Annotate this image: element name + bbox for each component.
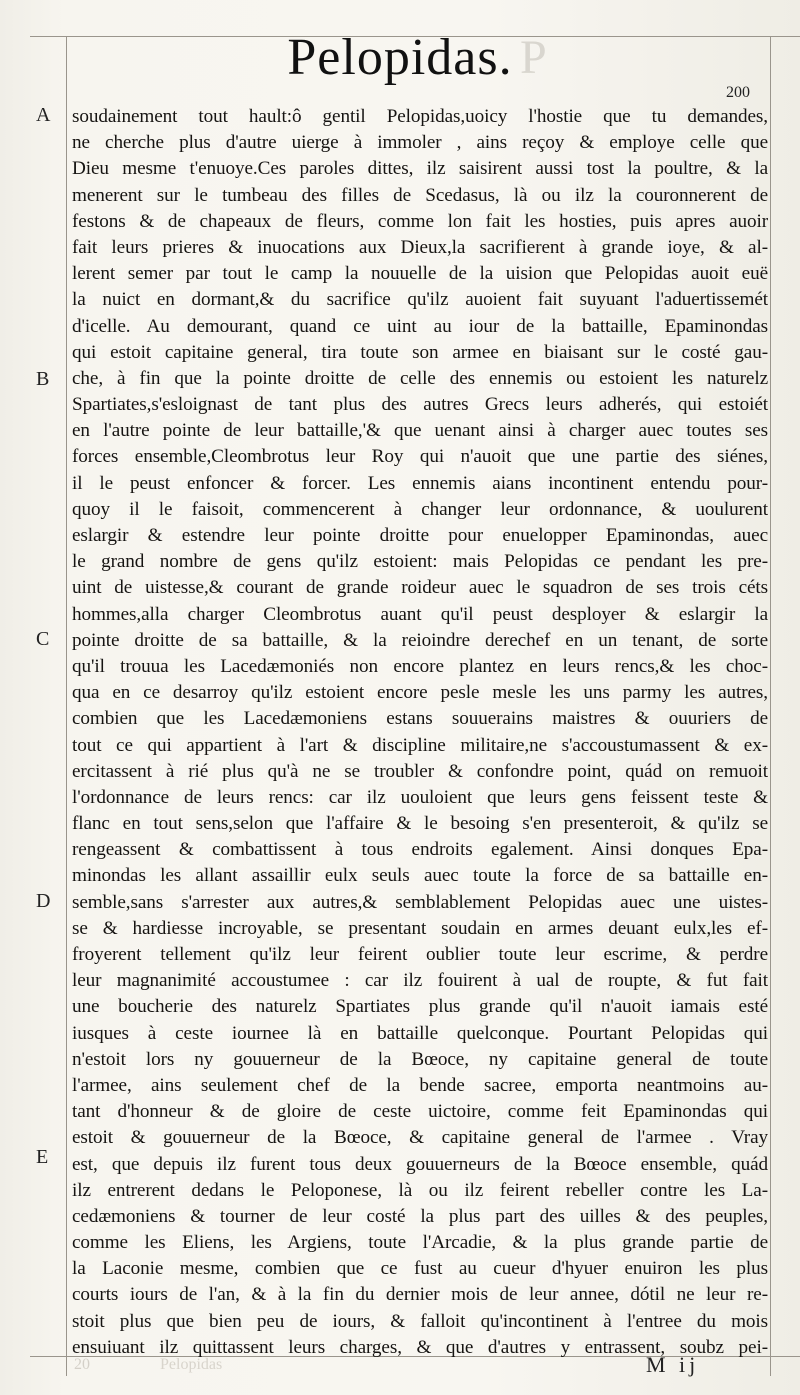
text-line: soudainement tout hault:ô gentil Pelopidas,uoicy l'hostie que tu demandes, xyxy=(72,106,768,127)
text-line: flanc en tout sens,selon que l'affaire & le besoing s'en presenteroit, & qu'ilz se xyxy=(72,813,768,835)
text-line: tout ce qui appartient à l'art & discipline militaire,ne s'accoustumassent & ex- xyxy=(72,734,768,756)
text-line: menerent sur le tumbeau des filles de Scedasus, là ou ilz la couronnerent de xyxy=(72,184,768,206)
text-line: Spartiates,s'esloignast de tant plus des autres Grecs leurs adherés, qui estoiét xyxy=(72,394,768,416)
text-line: ensuiuant ilz quittassent leurs charges, & que d'autres y entrassent, soubz pei- xyxy=(72,1336,768,1358)
text-line: n'estoit lors ny gouuerneur de la Bœoce, ny capitaine general de toute xyxy=(72,1048,768,1070)
margin-letter-e: E xyxy=(36,1146,49,1168)
text-line: qua en ce desarroy qu'ilz estoient encore pesle mesle les uns parmy les autres, xyxy=(72,682,768,704)
text-line: stoit plus que bien peu de iours, & falloit qu'incontinent à l'entree du mois xyxy=(72,1310,768,1332)
folio-number: 200 xyxy=(726,84,750,101)
text-line: la Laconie mesme, combien que ce fust au cueur d'hyuer enuiron les plus xyxy=(72,1258,768,1280)
text-line: quoy il le faisoit, commencerent à changer leur ordonnance, & uoulurent xyxy=(72,498,768,520)
text-line: comme les Eliens, les Argiens, toute l'Arcadie, & la plus grande partie de xyxy=(72,1232,768,1254)
text-line: forces ensemble,Cleombrotus leur Roy qui n'auoit que une partie des siénes, xyxy=(72,446,768,468)
text-line: l'armee, ains seulement chef de la bende sacree, emporta neantmoins au- xyxy=(72,1074,768,1096)
text-line: cedæmoniens & tourner de leur costé la plus part des uilles & des peuples, xyxy=(72,1205,768,1227)
text-line: rengeassent & combattissent à tous endroits egalement. Ainsi donques Epa- xyxy=(72,839,768,861)
text-line: le grand nombre de gens qu'ilz estoient: mais Pelopidas ce pendant les pre- xyxy=(72,551,768,573)
text-line: la nuict en dormant,& du sacrifice qu'ilz auoient fait suyuant l'aduertissemét xyxy=(72,289,768,311)
text-line: en l'autre pointe de leur battaille,'& que uenant ainsi à charger auec toutes ses xyxy=(72,420,768,442)
text-line: qu'il trouua les Lacedæmoniés non encore plantez en leurs rencs,& les choc- xyxy=(72,655,768,677)
text-line: Dieu mesme t'enuoye.Ces paroles dittes, ilz saisirent aussi tost la poultre, & la xyxy=(72,158,768,180)
text-line: ilz entrerent dedans le Peloponese, là ou ilz feirent rebeller contre les La- xyxy=(72,1179,768,1201)
left-margin-rule xyxy=(66,36,67,1376)
show-through-running-title: Pelopidas xyxy=(160,1356,223,1373)
text-line: leur magnanimité accoustumee : car ilz fouirent à ual de roupte, & fut fait xyxy=(72,970,768,992)
text-line: d'icelle. Au demourant, quand ce uint au iour de la battaille, Epaminondas xyxy=(72,315,768,337)
margin-letter-d: D xyxy=(36,890,51,912)
text-line: une boucherie des naturelz Spartiates plus grande qu'il n'auoit iamais esté xyxy=(72,996,768,1018)
right-margin-rule xyxy=(770,36,771,1376)
text-line: est, que depuis ilz furent tous deux gouuerneurs de la Bœoce ensemble, quád xyxy=(72,1153,768,1175)
text-line: tant d'honneur & de gloire de ceste uictoire, comme feit Epaminondas qui xyxy=(72,1101,768,1123)
text-line: uint de uistesse,& courant de grande roideur auec le squadron de ses trois céts xyxy=(72,577,768,599)
text-line: fait leurs prieres & inuocations aux Dieux,la sacrifierent à grande ioye, & al- xyxy=(72,236,768,258)
margin-letter-c: C xyxy=(36,628,50,650)
text-line: se & hardiesse incroyable, se presentant soudain en armes deuant eulx,les ef- xyxy=(72,917,768,939)
text-line: combien que les Lacedæmoniens estans souuerains maistres & ouuriers de xyxy=(72,708,768,730)
show-through-folio: 20 xyxy=(74,1356,90,1373)
text-line: eslargir & estendre leur pointe droitte pour enuelopper Epaminondas, auec xyxy=(72,525,768,546)
text-line: courts iours de l'an, & à la fin du dernier mois de leur annee, dótil ne leur re- xyxy=(72,1284,768,1306)
text-line: estoit & gouuerneur de la Bœoce, & capitaine general de l'armee . Vray xyxy=(72,1127,768,1149)
show-through-title: P xyxy=(520,31,547,84)
text-line: ne cherche plus d'autre uierge à immoler , ains reçoy & employe celle que xyxy=(72,132,768,154)
text-line: che, à fin que la pointe droitte de celle des ennemis ou estoient les naturelz xyxy=(72,367,768,389)
text-line: froyerent tellement qu'ilz leur feirent oublier toute leur escrime, & perdre xyxy=(72,944,768,965)
running-title: Pelopidas. xyxy=(287,29,513,86)
text-line: ercitassent à rié plus qu'à ne se troubler & confondre point, quád on remuoit xyxy=(72,760,768,782)
text-line: pointe droitte de sa battaille, & la reioindre derechef en un tenant, de sorte xyxy=(72,629,768,651)
text-line: iusques à ceste iournee là en battaille quelconque. Pourtant Pelopidas qui xyxy=(72,1022,768,1044)
text-line: festons & de chapeaux de fleurs, comme lon fait les hosties, puis apres auoir xyxy=(72,210,768,232)
text-line: qui estoit capitaine general, tira toute son armee en biaisant sur le costé gau- xyxy=(72,341,768,363)
body-text xyxy=(72,104,768,1361)
text-line: minondas les allant assaillir eulx seuls auec toute la force de sa battaille en- xyxy=(72,865,768,887)
text-line: l'ordonnance de leurs rencs: car ilz uouloient que leurs gens feissent teste & xyxy=(72,786,768,808)
text-line: il le peust enfoncer & forcer. Les ennemis aians incontinent entendu pour- xyxy=(72,472,768,494)
margin-letter-b: B xyxy=(36,368,50,390)
text-line: hommes,alla charger Cleombrotus auant qu'il peust desployer & eslargir la xyxy=(72,603,768,625)
signature-mark: M ij xyxy=(646,1352,700,1377)
text-line: lerent semer par tout le camp la nouuelle de la uision que Pelopidas auoit euë xyxy=(72,263,768,285)
margin-letter-a: A xyxy=(36,104,51,126)
text-line: semble,sans s'arrester aux autres,& semblablement Pelopidas auec une uistes- xyxy=(72,891,768,913)
